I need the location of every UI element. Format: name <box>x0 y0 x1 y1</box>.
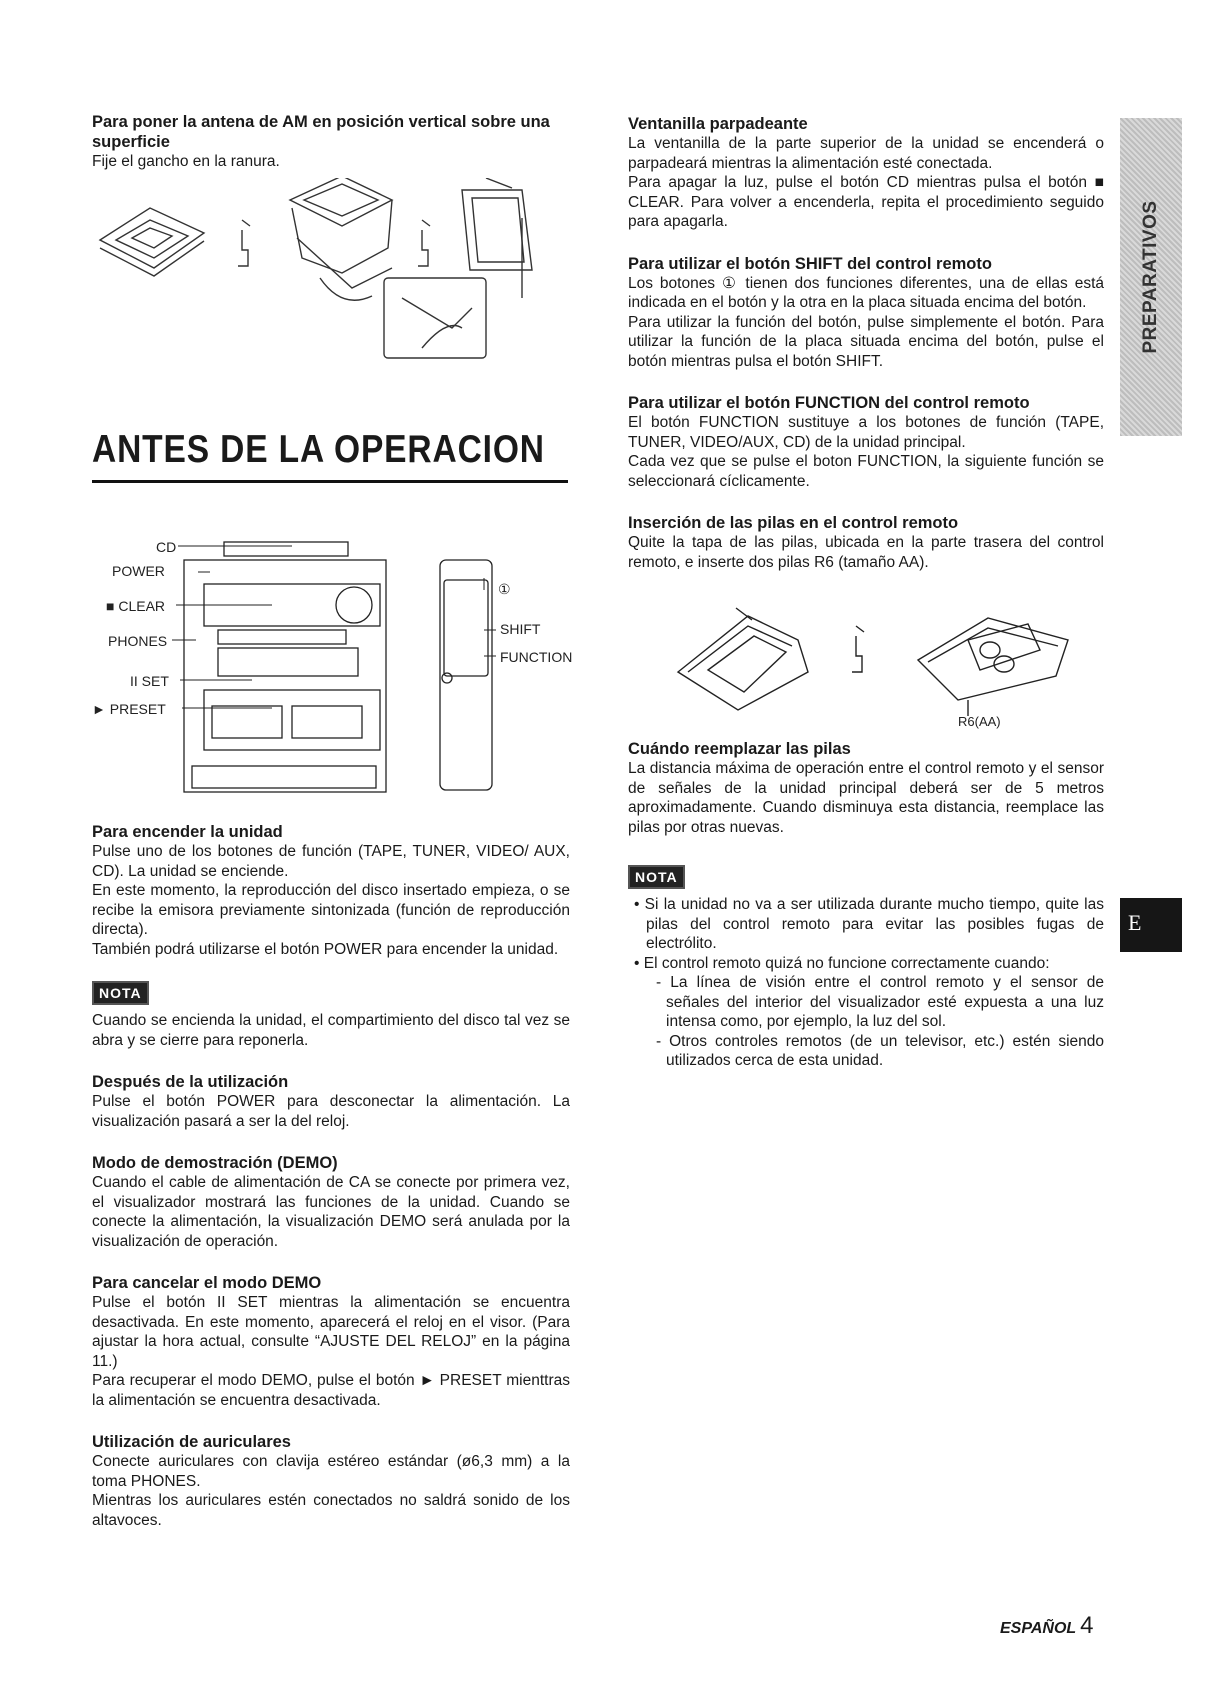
section-reemplazar <box>628 739 1104 837</box>
battery-illustration <box>628 580 1104 730</box>
section-heading: Después de la utilización <box>92 1073 289 1091</box>
page-number: 4 <box>1080 1612 1094 1639</box>
section-paragraph: Pulse el botón POWER para desconectar la alimentación. La visualización pasará a ser la del reloj. <box>92 1093 570 1130</box>
label-circled-one: ① <box>498 581 511 597</box>
section-cancelar-demo <box>92 1273 570 1410</box>
section-paragraph: Pulse el botón II SET mientras la alimentación se encuentra desactivada. En este momento, aparecerá el reloj en el visor. (Para ajustar la hora actual, consulte “AJUSTE DEL RELOJ” en la página 11.) <box>92 1294 570 1370</box>
side-tab-preparativos <box>1120 118 1182 436</box>
nota-text: Cuando se encienda la unidad, el compartimiento del disco tal vez se abra y se cierre para reponerla. <box>92 1012 570 1049</box>
section-paragraph: También podrá utilizarse el botón POWER para encender la unidad. <box>92 940 559 958</box>
section-heading: Modo de demostración (DEMO) <box>92 1154 338 1172</box>
main-title: ANTES DE LA OPERACION <box>92 428 545 471</box>
antenna-section <box>92 112 570 172</box>
section-heading: Para cancelar el modo DEMO <box>92 1274 322 1292</box>
right-nota <box>628 865 1104 1071</box>
section-pilas <box>628 513 1104 572</box>
antenna-text: Fije el gancho en la ranura. <box>92 153 280 170</box>
battery-label: R6(AA) <box>958 714 1001 729</box>
section-heading: Inserción de las pilas en el control remoto <box>628 514 959 532</box>
label-power: POWER <box>112 563 165 579</box>
label-clear: ■ CLEAR <box>106 598 166 614</box>
left-text-column <box>92 822 570 1552</box>
nota-list <box>628 895 1104 1071</box>
left-nota <box>92 981 570 1050</box>
section-paragraph: Mientras los auriculares estén conectados no saldrá sonido de los altavoces. <box>92 1492 570 1529</box>
section-paragraph: Los botones ① tienen dos funciones diferentes, una de ellas está indicada en el botón y la otra en la placa situada encima del botón. <box>628 274 1104 311</box>
label-function: FUNCTION <box>500 649 573 665</box>
section-shift <box>628 254 1104 372</box>
section-paragraph: Cuando el cable de alimentación de CA se conecte por primera vez, el visualizador mostrará las funciones de la unidad. Cuando se conecte la alimentación, la visualización DEMO será anulada por la visualización de operación. <box>92 1174 570 1250</box>
nota-badge: NOTA <box>628 865 685 889</box>
section-paragraph: En este momento, la reproducción del disco insertado empieza, o se recibe la emisora previamente sintonizada (función de reproducción directa). <box>92 882 570 938</box>
section-encender <box>92 822 570 959</box>
nota-badge: NOTA <box>92 981 149 1005</box>
section-heading: Para utilizar el botón SHIFT del control remoto <box>628 254 992 273</box>
title-rule <box>92 480 568 483</box>
section-paragraph: La ventanilla de la parte superior de la unidad se encenderá o parpadeará mientras la alimentación esté conectada. <box>628 135 1104 172</box>
nota-item: • El control remoto quizá no funcione correctamente cuando: <box>634 954 1050 972</box>
section-function <box>628 393 1104 491</box>
section-demo <box>92 1153 570 1251</box>
antenna-illustration <box>92 178 562 398</box>
section-paragraph: Para apagar la luz, pulse el botón CD mientras pulsa el botón ■ CLEAR. Para volver a encenderla, repita el procedimiento seguido para apagarla. <box>628 174 1104 230</box>
language-tab <box>1120 898 1182 952</box>
label-shift: SHIFT <box>500 621 541 637</box>
page-footer <box>1000 1612 1094 1640</box>
footer-label: ESPAÑOL <box>1000 1620 1077 1637</box>
section-paragraph: Quite la tapa de las pilas, ubicada en la parte trasera del control remoto, e inserte dos pilas R6 (tamaño AA). <box>628 534 1104 571</box>
section-paragraph: Conecte auriculares con clavija estéreo estándar (ø6,3 mm) a la toma PHONES. <box>92 1453 570 1490</box>
label-cd: CD <box>156 539 177 555</box>
nota-subitem: - La línea de visión entre el control remoto y el sensor de señales del interior del visualizador esté expuesta a una luz intensa como, por ejemplo, la luz del sol. <box>656 974 1104 1030</box>
section-despues <box>92 1072 570 1131</box>
label-preset: ► PRESET <box>92 701 166 717</box>
section-heading: Para encender la unidad <box>92 823 283 841</box>
section-ventanilla <box>628 114 1104 232</box>
section-paragraph: Cada vez que se pulse el boton FUNCTION, la siguiente función se seleccionará cíclicamente. <box>628 453 1104 490</box>
nota-item: • Si la unidad no va a ser utilizada durante mucho tiempo, quite las pilas del control remoto para evitar las posibles fugas de electrólito. <box>634 896 1104 952</box>
section-paragraph: El botón FUNCTION sustituye a los botones de función (TAPE, TUNER, VIDEO/AUX, CD) de la unidad principal. <box>628 414 1104 451</box>
nota-subitem: - Otros controles remotos (de un televisor, etc.) estén siendo utilizados cerca de esta unidad. <box>656 1032 1104 1069</box>
language-tab-label: E <box>1128 910 1142 935</box>
replace-heading: Cuándo reemplazar las pilas <box>628 740 851 758</box>
antenna-heading: Para poner la antena de AM en posición vertical sobre una superficie <box>92 113 550 151</box>
section-heading: Para utilizar el botón FUNCTION del control remoto <box>628 394 1030 412</box>
section-heading: Ventanilla parpadeante <box>628 115 808 133</box>
section-paragraph: Para recuperar el modo DEMO, pulse el botón ► PRESET mienttras la alimentación se encuentra desactivada. <box>92 1372 570 1409</box>
section-auriculares <box>92 1432 570 1530</box>
unit-diagram <box>92 530 592 800</box>
side-tab-label: PREPARATIVOS <box>1140 200 1161 354</box>
replace-text: La distancia máxima de operación entre el control remoto y el sensor de señales de la unidad principal deberá ser de 5 metros aproximadamente. Cuando disminuya esta distancia, reemplace las pilas por otras nuevas. <box>628 760 1104 836</box>
section-paragraph: Pulse uno de los botones de función (TAPE, TUNER, VIDEO/ AUX, CD). La unidad se enciende. <box>92 843 570 880</box>
section-paragraph: Para utilizar la función del botón, pulse simplemente el botón. Para utilizar la función de la placa situada encima del botón, pulse el botón mientras pulsa el botón SHIFT. <box>628 313 1104 370</box>
right-text-column <box>628 114 1104 1093</box>
label-set: II SET <box>130 673 169 689</box>
label-phones: PHONES <box>108 633 168 649</box>
section-heading: Utilización de auriculares <box>92 1433 291 1451</box>
